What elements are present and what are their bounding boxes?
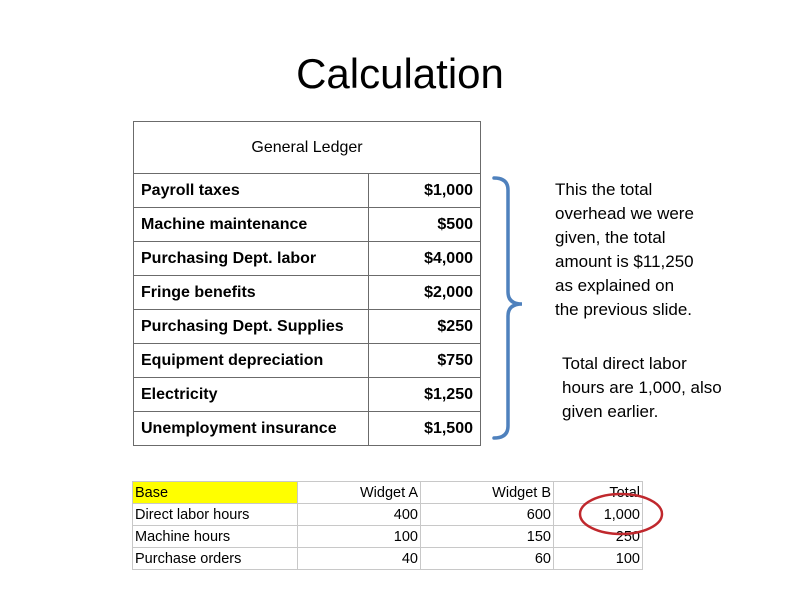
ledger-item: Equipment depreciation (134, 344, 369, 378)
base-cell: 400 (298, 504, 421, 526)
base-header-cell: Base (133, 482, 298, 504)
ledger-amount: $1,500 (369, 412, 481, 446)
ledger-item: Fringe benefits (134, 276, 369, 310)
base-cell: 250 (554, 526, 643, 548)
ledger-row (134, 276, 481, 310)
highlight-circle-icon (577, 490, 667, 538)
ledger-item: Purchasing Dept. labor (134, 242, 369, 276)
base-cell: Machine hours (133, 526, 298, 548)
ledger-header: General Ledger (134, 122, 481, 174)
ledger-item: Purchasing Dept. Supplies (134, 310, 369, 344)
base-cell: 100 (298, 526, 421, 548)
base-cell: 100 (554, 548, 643, 570)
base-cell: 600 (421, 504, 554, 526)
ledger-item: Payroll taxes (134, 174, 369, 208)
table-row (133, 548, 643, 570)
slide-title: Calculation (296, 50, 504, 97)
curly-brace-icon (490, 176, 530, 442)
ledger-amount: $2,000 (369, 276, 481, 310)
base-header-cell: Total (554, 482, 643, 504)
ledger-amount: $1,000 (369, 174, 481, 208)
general-ledger-table (133, 121, 481, 446)
base-header-cell: Widget A (298, 482, 421, 504)
ledger-row (134, 378, 481, 412)
ledger-amount: $1,250 (369, 378, 481, 412)
base-cell: 60 (421, 548, 554, 570)
ledger-header-row (134, 122, 481, 174)
base-cell: 40 (298, 548, 421, 570)
labor-hours-note: Total direct labor hours are 1,000, also given earlier. (562, 354, 722, 421)
ledger-amount: $500 (369, 208, 481, 242)
base-header-cell: Widget B (421, 482, 554, 504)
overhead-note: This the total overhead we were given, the total amount is $11,250 as explained on the previous slide. (555, 180, 694, 319)
allocation-base-table (132, 481, 643, 570)
table-row (133, 504, 643, 526)
base-cell: Direct labor hours (133, 504, 298, 526)
ledger-item: Electricity (134, 378, 369, 412)
ledger-item: Machine maintenance (134, 208, 369, 242)
ledger-amount: $750 (369, 344, 481, 378)
ledger-amount: $4,000 (369, 242, 481, 276)
ledger-row (134, 310, 481, 344)
ledger-row (134, 174, 481, 208)
table-row (133, 526, 643, 548)
base-cell: Purchase orders (133, 548, 298, 570)
ledger-row (134, 242, 481, 276)
ledger-amount: $250 (369, 310, 481, 344)
ledger-item: Unemployment insurance (134, 412, 369, 446)
base-header-row (133, 482, 643, 504)
base-cell: 1,000 (554, 504, 643, 526)
base-cell: 150 (421, 526, 554, 548)
ledger-row (134, 344, 481, 378)
ledger-row (134, 412, 481, 446)
ledger-row (134, 208, 481, 242)
